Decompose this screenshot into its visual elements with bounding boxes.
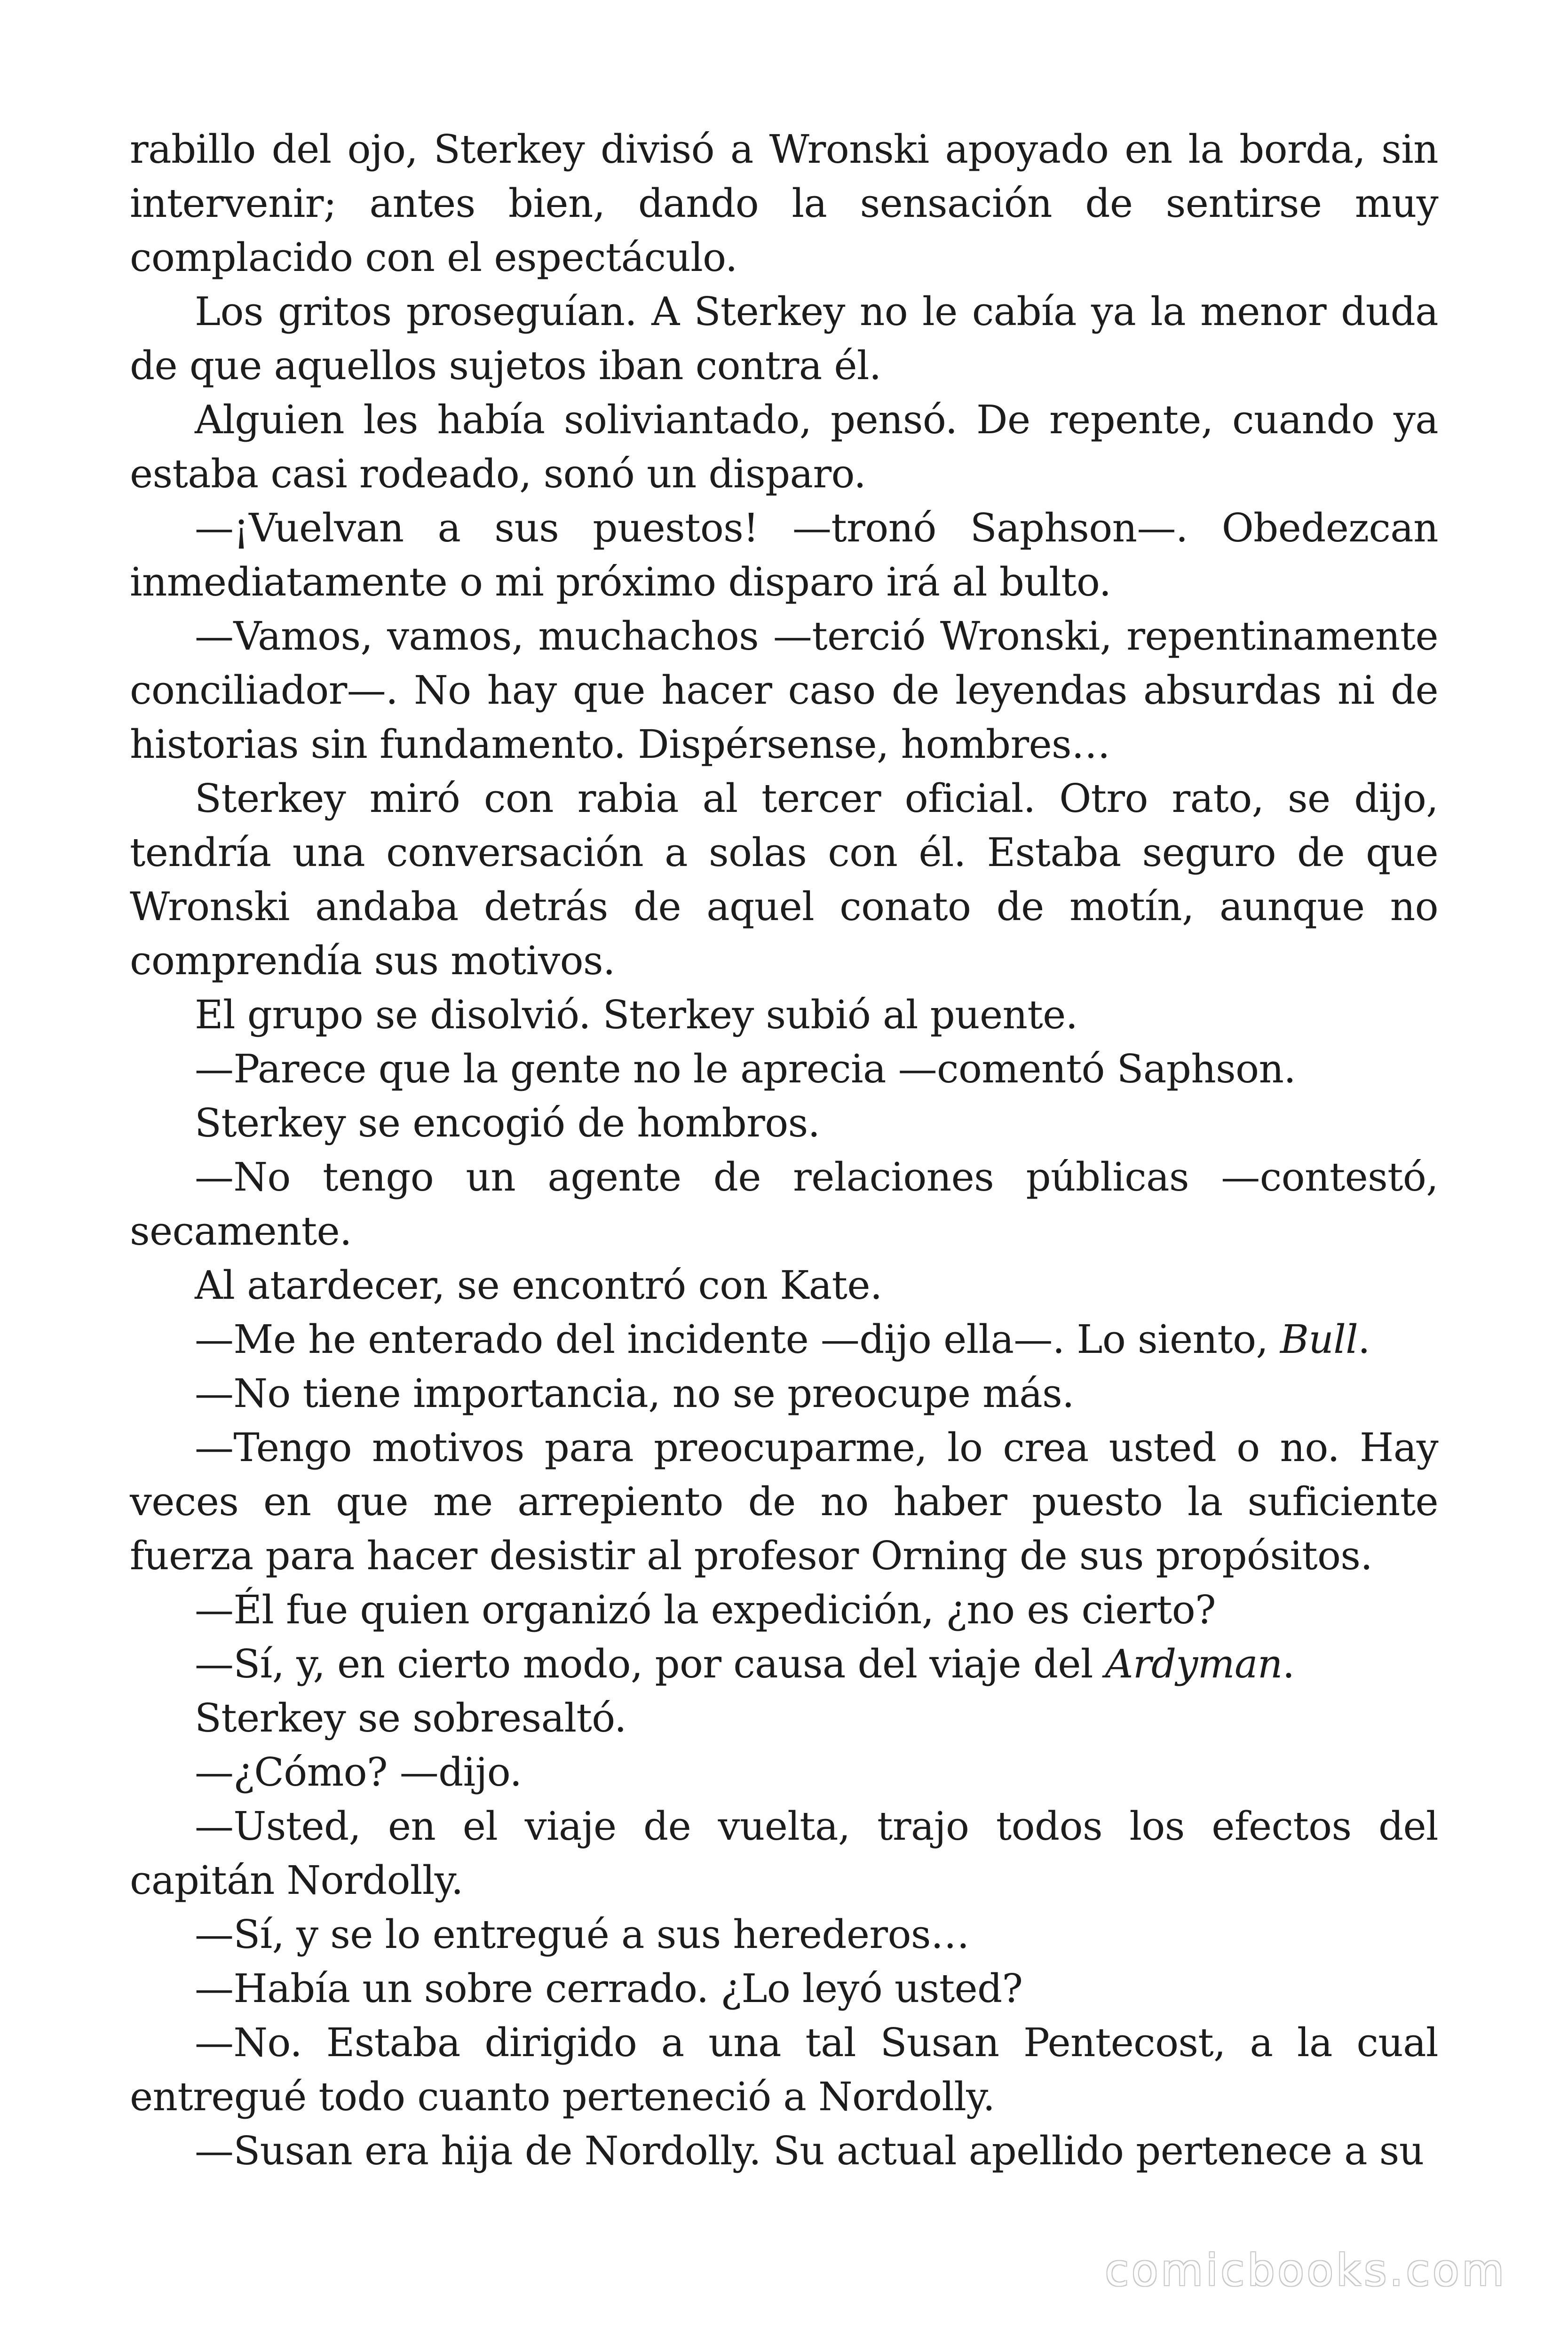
paragraph-16 xyxy=(130,1637,1438,1691)
paragraph-20: —Sí, y se lo entregué a sus herederos… xyxy=(195,1912,970,1957)
paragraph-22: —No. Estaba dirigido a una tal Susan Pentecost, a la cual entregué todo cuanto perteneció a Nordolly. xyxy=(130,2020,1438,2120)
paragraph-9: Sterkey se encogió de hombros. xyxy=(195,1100,820,1146)
paragraph-12 xyxy=(130,1312,1438,1367)
paragraph-2: Los gritos proseguían. A Sterkey no le cabía ya la menor duda de que aquellos sujetos iban contra él. xyxy=(130,289,1438,389)
paragraph-15: —Él fue quien organizó la expedición, ¿no es cierto? xyxy=(195,1587,1216,1633)
paragraph-23: —Susan era hija de Nordolly. Su actual apellido pertenece a su xyxy=(195,2128,1424,2174)
paragraph-7: El grupo se disolvió. Sterkey subió al puente. xyxy=(195,992,1078,1038)
paragraph-12-text: —Me he enterado del incidente —dijo ella—. Lo siento, xyxy=(195,1317,1281,1362)
paragraph-16-text: —Sí, y, en cierto modo, por causa del viaje del xyxy=(195,1641,1105,1687)
paragraph-1: rabillo del ojo, Sterkey divisó a Wronski apoyado en la borda, sin intervenir; antes bien, dando la sensación de sentirse muy complacido con el espectáculo. xyxy=(130,127,1438,280)
paragraph-12-italic: Bull xyxy=(1280,1317,1358,1362)
paragraph-4: —¡Vuelvan a sus puestos! —tronó Saphson—. Obedezcan inmediatamente o mi próximo disparo irá al bulto. xyxy=(130,505,1438,605)
watermark: comicbooks.com xyxy=(1105,2245,1507,2296)
paragraph-13: —No tiene importancia, no se preocupe más. xyxy=(195,1371,1074,1416)
paragraph-18: —¿Cómo? —dijo. xyxy=(195,1749,522,1795)
paragraph-5: —Vamos, vamos, muchachos —terció Wronski, repentinamente conciliador—. No hay que hacer caso de leyendas absurdas ni de historias sin fundamento. Dispérsense, hombres… xyxy=(130,613,1438,767)
paragraph-8: —Parece que la gente no le aprecia —comentó Saphson. xyxy=(195,1046,1296,1092)
paragraph-12-end: . xyxy=(1358,1317,1370,1362)
paragraph-6: Sterkey miró con rabia al tercer oficial. Otro rato, se dijo, tendría una conversación a solas con él. Estaba seguro de que Wronski andaba detrás de aquel conato de motín, aunque no comprendía sus motivos. xyxy=(130,776,1438,984)
paragraph-14: —Tengo motivos para preocuparme, lo crea usted o no. Hay veces en que me arrepiento de no haber puesto la suficiente fuerza para hacer desistir al profesor Orning de sus propósitos. xyxy=(130,1425,1438,1579)
paragraph-3: Alguien les había soliviantado, pensó. De repente, cuando ya estaba casi rodeado, sonó un disparo. xyxy=(130,397,1438,497)
paragraph-19: —Usted, en el viaje de vuelta, trajo todos los efectos del capitán Nordolly. xyxy=(130,1804,1438,1903)
paragraph-16-italic: Ardyman xyxy=(1105,1641,1283,1687)
book-page xyxy=(130,122,1438,2178)
paragraph-16-end: . xyxy=(1282,1641,1295,1687)
paragraph-11: Al atardecer, se encontró con Kate. xyxy=(195,1263,882,1308)
paragraph-17: Sterkey se sobresaltó. xyxy=(195,1695,626,1741)
paragraph-21: —Había un sobre cerrado. ¿Lo leyó usted? xyxy=(195,1966,1023,2011)
paragraph-10: —No tengo un agente de relaciones públicas —contestó, secamente. xyxy=(130,1154,1438,1254)
